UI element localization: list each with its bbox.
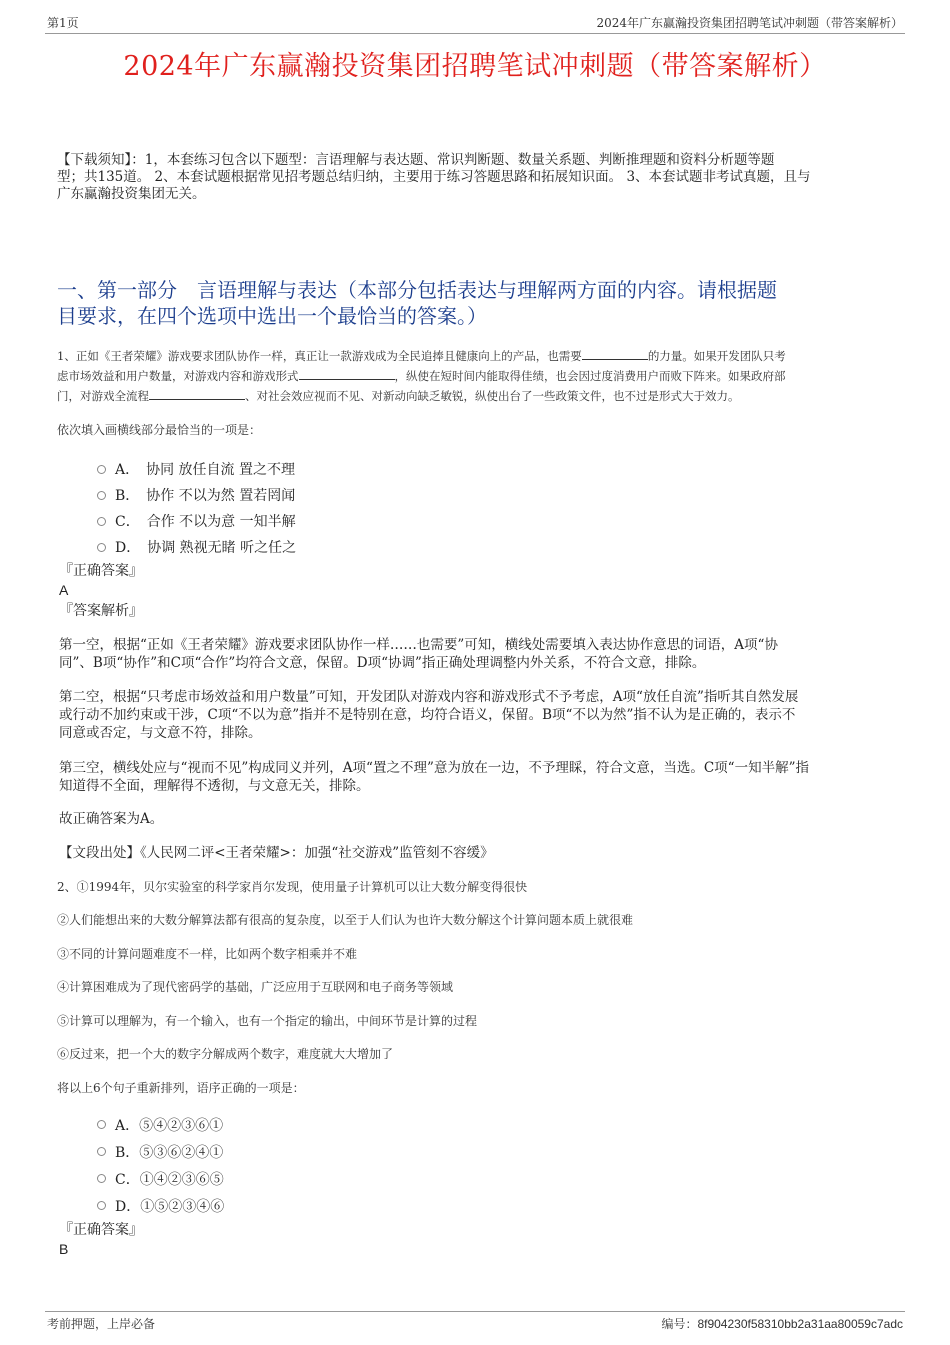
- option-label: D． 协调 熟视无睹 听之任之: [115, 540, 297, 556]
- option-label: C． 合作 不以为意 一知半解: [115, 514, 296, 530]
- option-d[interactable]: [97, 534, 296, 560]
- download-notice: [57, 152, 811, 203]
- option-c[interactable]: [97, 1165, 224, 1192]
- notice-line: 【下载须知】：1，本套练习包含以下题型：言语理解与表达题、常识判断题、数量关系题、判断推理题和资料分析题等题: [57, 152, 775, 168]
- stem-text: 的力量。如果开发团队只考: [647, 349, 786, 363]
- stem-text: 1、正如《王者荣耀》游戏要求团队协作一样，真正让一款游戏成为全民追捧且健康向上的产品，也需要: [57, 349, 582, 363]
- analysis-paragraph: [59, 636, 778, 672]
- footer-slogan: 考前押题，上岸必备: [47, 1317, 156, 1331]
- question-2-sentence: ②人们能想出来的大数分解算法都有很高的复杂度，以至于人们认为也许大数分解这个计算问题本质上就很难: [57, 913, 634, 927]
- radio-icon[interactable]: [97, 465, 106, 474]
- analysis-line: 或行动不加约束或干涉，C项“不以为意”指并不是特别在意，均符合语义，保留。B项“不以为然”指不认为是正确的，表示不: [59, 707, 796, 723]
- stem-text: 、对社会效应视而不见、对新动向缺乏敏锐，纵使出台了一些政策文件，也不过是形式大于效力。: [245, 389, 740, 403]
- answer-value: B: [59, 1241, 69, 1257]
- page-title: 2024年广东赢瀚投资集团招聘笔试冲刺题（带答案解析）: [123, 51, 827, 82]
- header-divider: [45, 33, 905, 34]
- option-label: B． 协作 不以为然 置若罔闻: [115, 488, 296, 504]
- question-1-options: [97, 456, 296, 560]
- radio-icon[interactable]: [97, 1201, 106, 1210]
- notice-line: 广东赢瀚投资集团无关。: [57, 186, 206, 202]
- question-2-sentence: ③不同的计算问题难度不一样，比如两个数字相乘并不难: [57, 947, 358, 961]
- radio-icon[interactable]: [97, 491, 106, 500]
- analysis-line: 第三空，横线处应与“视而不见”构成同义并列，A项“置之不理”意为放在一边，不予理睬，符合文意，当选。C项“一知半解”指: [59, 760, 809, 776]
- answer-value: A: [59, 582, 69, 598]
- option-a[interactable]: [97, 456, 296, 482]
- analysis-line: 第一空，根据“正如《王者荣耀》游戏要求团队协作一样……也需要”可知，横线处需要填入表达协作意思的词语，A项“协: [59, 637, 778, 653]
- question-2-sentence: ⑥反过来，把一个大的数字分解成两个数字，难度就大大增加了: [57, 1047, 394, 1061]
- footer-divider: [45, 1311, 905, 1312]
- radio-icon[interactable]: [97, 543, 106, 552]
- question-1-stem: [57, 346, 786, 406]
- radio-icon[interactable]: [97, 1174, 106, 1183]
- fill-blank: [582, 347, 648, 360]
- stem-text: ，纵使在短时间内能取得佳绩，也会因过度消费用户而败下阵来。如果政府部: [394, 369, 786, 383]
- section-heading-line: 目要求，在四个选项中选出一个最恰当的答案。）: [57, 304, 487, 328]
- footer-code-value: 8f904230f58310bb2a31aa80059c7adc: [697, 1317, 903, 1331]
- question-2-sentence: ④计算困难成为了现代密码学的基础，广泛应用于互联网和电子商务等领域: [57, 980, 454, 994]
- analysis-conclusion: 故正确答案为A。: [59, 811, 164, 827]
- radio-icon[interactable]: [97, 1120, 106, 1129]
- footer-code: [661, 1315, 903, 1332]
- answer-label: 『正确答案』: [59, 1222, 143, 1238]
- notice-line: 型；共135道。 2、本套试题根据常见招考题总结归纳，主要用于练习答题思路和拓展知识面。 3、本套试题非考试真题，且与: [57, 169, 811, 185]
- header-doc-title: 2024年广东赢瀚投资集团招聘笔试冲刺题（带答案解析）: [596, 16, 903, 30]
- analysis-label: 『答案解析』: [59, 603, 143, 619]
- stem-text: 门，对游戏全流程: [57, 389, 149, 403]
- option-label: C．①④②③⑥⑤: [115, 1171, 224, 1188]
- section-heading-line: 一、第一部分 言语理解与表达（本部分包括表达与理解两方面的内容。请根据题: [57, 278, 777, 302]
- analysis-line: 第二空，根据“只考虑市场效益和用户数量”可知，开发团队对游戏内容和游戏形式不予考虑，A项“放任自流”指听其自然发展: [59, 689, 799, 705]
- radio-icon[interactable]: [97, 517, 106, 526]
- option-label: A．⑤④②③⑥①: [115, 1117, 224, 1134]
- option-label: D．①⑤②③④⑥: [115, 1198, 225, 1215]
- question-2-sentence: 2、①1994年，贝尔实验室的科学家肖尔发现，使用量子计算机可以让大数分解变得很快: [57, 880, 528, 894]
- analysis-line: 同”、B项“协作”和C项“合作”均符合文意，保留。D项“协调”指正确处理调整内外关系，不符合文意，排除。: [59, 655, 706, 671]
- option-label: B．⑤③⑥②④①: [115, 1144, 224, 1161]
- option-b[interactable]: [97, 1138, 224, 1165]
- fill-blank: [149, 387, 245, 400]
- analysis-paragraph: [59, 688, 798, 742]
- page-number: 第1页: [47, 16, 79, 30]
- question-2-sentence: ⑤计算可以理解为，有一个输入，也有一个指定的输出，中间环节是计算的过程: [57, 1014, 478, 1028]
- stem-text: 虑市场效益和用户数量，对游戏内容和游戏形式: [57, 369, 299, 383]
- analysis-line: 知道得不全面，理解得不透彻，与文意无关，排除。: [59, 778, 370, 794]
- answer-label: 『正确答案』: [59, 563, 143, 579]
- analysis-line: 同意或否定，与文意不符，排除。: [59, 725, 262, 741]
- option-d[interactable]: [97, 1192, 224, 1219]
- text-source: 【文段出处】《人民网二评<王者荣耀>：加强“社交游戏”监管刻不容缓》: [59, 845, 494, 861]
- radio-icon[interactable]: [97, 1147, 106, 1156]
- fill-blank: [299, 367, 395, 380]
- question-2-prompt: 将以上6个句子重新排列，语序正确的一项是：: [57, 1081, 305, 1095]
- option-a[interactable]: [97, 1111, 224, 1138]
- section-heading: [57, 277, 777, 329]
- question-2-options: [97, 1111, 224, 1219]
- option-b[interactable]: [97, 482, 296, 508]
- analysis-paragraph: [59, 759, 809, 795]
- option-c[interactable]: [97, 508, 296, 534]
- question-1-prompt: 依次填入画横线部分最恰当的一项是：: [57, 423, 262, 437]
- footer-code-label: 编号：: [661, 1317, 698, 1331]
- option-label: A． 协同 放任自流 置之不理: [115, 462, 296, 478]
